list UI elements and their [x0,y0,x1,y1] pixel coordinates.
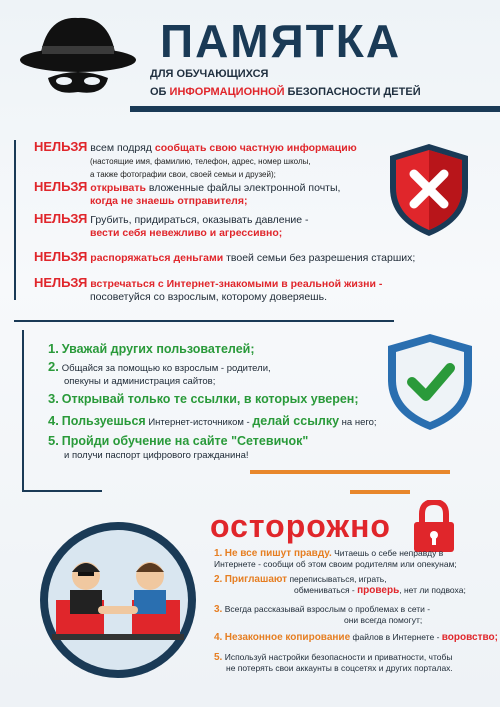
ban-item [34,250,415,265]
page-title: ПАМЯТКА [160,15,402,67]
ban-highlight: встречаться с Интернет-знакомыми в реальной жизни - [90,278,383,290]
ban-label: НЕЛЬЗЯ [34,139,88,154]
careful-number: 4. [214,632,223,643]
careful-title: осторожно [210,508,391,544]
circuit-line [22,330,24,490]
rule-text: Интернет-источником - [145,417,253,428]
careful-line2: не потерять свои аккаунты в соцсетях и других порталах. [226,663,453,673]
careful-line2: Интернете - сообщи об этом своим родителям или опекунам; [214,559,457,569]
ban-note: (настоящие имя, фамилию, телефон, адрес, номер школы, [90,157,311,166]
careful-item [214,652,453,674]
careful-item [214,574,466,596]
rule-green: Пройди обучение на сайте "Сетевичок" [61,434,309,448]
careful-number: 1. [214,548,223,559]
careful-item [214,604,430,626]
ban-item [34,180,340,208]
careful-red: проверь [357,585,400,596]
subtitle-line-2 [150,86,421,98]
rule-green: Открывай только те ссылки, в которых уверен; [61,392,359,406]
spy-hat-icon [18,8,138,108]
ban-text: вложенные файлы электронной почты, [145,182,341,194]
rule-number: 2. [48,359,59,374]
rule-number: 1. [48,341,59,356]
rule-number: 5. [48,433,59,448]
careful-text: переписываться, играть, [287,574,387,584]
subtitle-prefix: ОБ [150,86,167,98]
careful-text: файлов в Интернете - [350,632,442,642]
careful-red: воровство; [441,632,498,643]
ban-item [34,140,357,181]
rule-line2: и получи паспорт цифрового гражданина! [64,450,249,461]
careful-text: Используй настройки безопасности и приватности, чтобы [224,652,453,662]
ban-line2: когда не знаешь отправителя; [90,195,248,207]
careful-number: 2. [214,574,223,585]
rule-item [48,414,377,429]
shield-check-icon [382,330,478,434]
ban-text: Грубить, придираться, оказывать давление - [87,214,309,226]
careful-line2: , нет ли подвоха; [399,585,466,595]
rule-item [48,434,308,462]
ban-highlight: сообщать свою частную информацию [154,142,357,154]
ban-label: НЕЛЬЗЯ [34,179,88,194]
ban-text: твоей семьи без разрешения старших; [223,252,416,264]
careful-orange: Не все пишут правду. [224,548,332,559]
rule-item [48,392,359,407]
handshake-scene-icon [38,520,198,680]
lock-icon [412,500,456,554]
careful-line2: они всегда помогут; [344,615,423,625]
rule-green: Уважай других пользователей; [61,342,255,356]
ban-line2: вести себя невежливо и агрессивно; [90,227,283,239]
rule-text: на него; [339,417,377,428]
ban-line2: посоветуйся со взрослым, которому доверяешь. [90,291,327,303]
ban-label: НЕЛЬЗЯ [34,275,88,290]
rule-line2: опекуны и администрация сайтов; [64,376,216,387]
subtitle-line-1: ДЛЯ ОБУЧАЮЩИХСЯ [150,68,269,80]
ban-label: НЕЛЬЗЯ [34,211,88,226]
careful-item [214,548,457,570]
careful-line2: обмениваться - [294,585,358,595]
rule-green: делай ссылку [252,414,340,428]
ban-note: а также фотографии свои, своей семьи и друзей); [90,170,276,179]
careful-text: Всегда рассказывай взрослым о проблемах в сети - [224,604,431,614]
header-divider [130,106,500,112]
careful-orange: Приглашают [224,574,288,585]
ban-highlight: распоряжаться деньгами [90,252,224,264]
orange-bar [250,470,450,474]
rule-item [48,342,255,357]
careful-text: Читаешь о себе неправду в [331,548,444,558]
subtitle-red: ИНФОРМАЦИОННОЙ [169,86,285,98]
circuit-line [22,490,102,492]
circuit-line [14,140,16,300]
ban-item [34,212,309,240]
careful-number: 5. [214,652,223,663]
careful-number: 3. [214,604,223,615]
rule-text: Общайся за помощью ко взрослым - родители, [61,363,271,374]
rule-item [48,360,271,388]
ban-text: всем подряд [87,142,155,154]
subtitle-rest: БЕЗОПАСНОСТИ ДЕТЕЙ [287,86,421,98]
ban-item [34,276,382,304]
careful-orange: Незаконное копирование [224,632,351,643]
rule-green: Пользуешься [61,414,146,428]
shield-x-icon [384,140,474,240]
rule-number: 3. [48,391,59,406]
careful-item [214,632,498,643]
orange-bar [350,490,410,494]
ban-label: НЕЛЬЗЯ [34,249,88,264]
rule-number: 4. [48,413,59,428]
ban-highlight: открывать [90,182,146,194]
circuit-line [14,320,394,322]
